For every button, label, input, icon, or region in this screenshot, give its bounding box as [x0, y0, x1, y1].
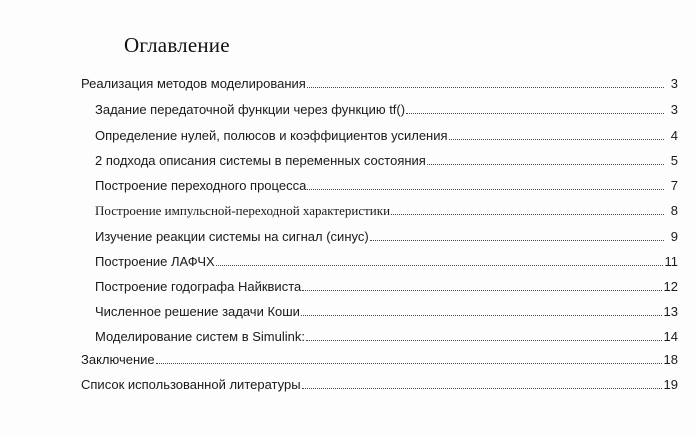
toc-entry-modeling-methods[interactable]	[81, 75, 678, 91]
toc-entry-state-space[interactable]	[95, 152, 678, 168]
toc-entry-sine-response[interactable]	[95, 228, 678, 244]
toc-entry-label: Построение годографа Найквиста	[95, 279, 302, 294]
toc-entry-page: 9	[670, 229, 678, 244]
toc-entry-step-response[interactable]	[95, 177, 678, 193]
toc-entry-label: Список использованной литературы	[81, 377, 301, 392]
toc-entry-page: 14	[663, 329, 678, 344]
toc-entry-page: 4	[670, 128, 678, 143]
dot-leader	[306, 340, 662, 341]
toc-entry-label: Численное решение задачи Коши	[95, 304, 300, 319]
toc-entry-transfer-function[interactable]	[95, 101, 678, 117]
dot-leader	[427, 164, 664, 165]
dot-leader	[307, 87, 664, 88]
toc-entry-label: Определение нулей, полюсов и коэффициентов усиления	[95, 128, 448, 143]
toc-entry-label: Построение переходного процесса	[95, 178, 307, 193]
toc-entry-page: 13	[663, 304, 678, 319]
toc-entry-page: 18	[663, 352, 678, 367]
toc-entry-label: Задание передаточной функции через функцию tf()	[95, 102, 406, 117]
dot-leader	[301, 315, 662, 316]
toc-entry-page: 12	[663, 279, 678, 294]
toc-entry-zeros-poles[interactable]	[95, 127, 678, 143]
toc-entry-cauchy[interactable]	[95, 303, 678, 319]
toc-entry-label: 2 подхода описания системы в переменных состояния	[95, 153, 426, 168]
toc-entry-page: 3	[670, 76, 678, 91]
toc-entry-impulse-response[interactable]	[95, 202, 678, 218]
toc-entry-label: Изучение реакции системы на сигнал (синус)	[95, 229, 369, 244]
toc-entry-page: 5	[670, 153, 678, 168]
toc-entry-simulink[interactable]	[95, 328, 678, 344]
dot-leader	[302, 290, 661, 291]
toc-title: Оглавление	[124, 33, 230, 57]
toc-entry-page: 8	[670, 203, 678, 218]
toc-entry-page: 19	[663, 377, 678, 392]
toc-entry-references[interactable]	[81, 376, 678, 392]
toc-entry-label: Построение импульсной-переходной характеристики	[95, 203, 391, 218]
toc-entry-label: Реализация методов моделирования	[81, 76, 306, 91]
dot-leader	[216, 265, 663, 266]
toc-entry-label: Моделирование систем в Simulink:	[95, 329, 305, 344]
dot-leader	[156, 363, 662, 364]
toc-entry-label: Построение ЛАФЧХ	[95, 254, 215, 269]
dot-leader	[391, 214, 664, 215]
toc-entry-label: Заключение	[81, 352, 155, 367]
dot-leader	[307, 189, 664, 190]
toc-entry-nyquist[interactable]	[95, 278, 678, 294]
dot-leader	[406, 113, 664, 114]
dot-leader	[370, 240, 664, 241]
toc-entry-conclusion[interactable]	[81, 351, 678, 367]
toc-entry-page: 3	[670, 102, 678, 117]
dot-leader	[302, 388, 662, 389]
toc-entry-bode[interactable]	[95, 253, 678, 269]
toc-entry-page: 7	[670, 178, 678, 193]
dot-leader	[449, 139, 664, 140]
toc-entry-page: 11	[664, 254, 678, 269]
